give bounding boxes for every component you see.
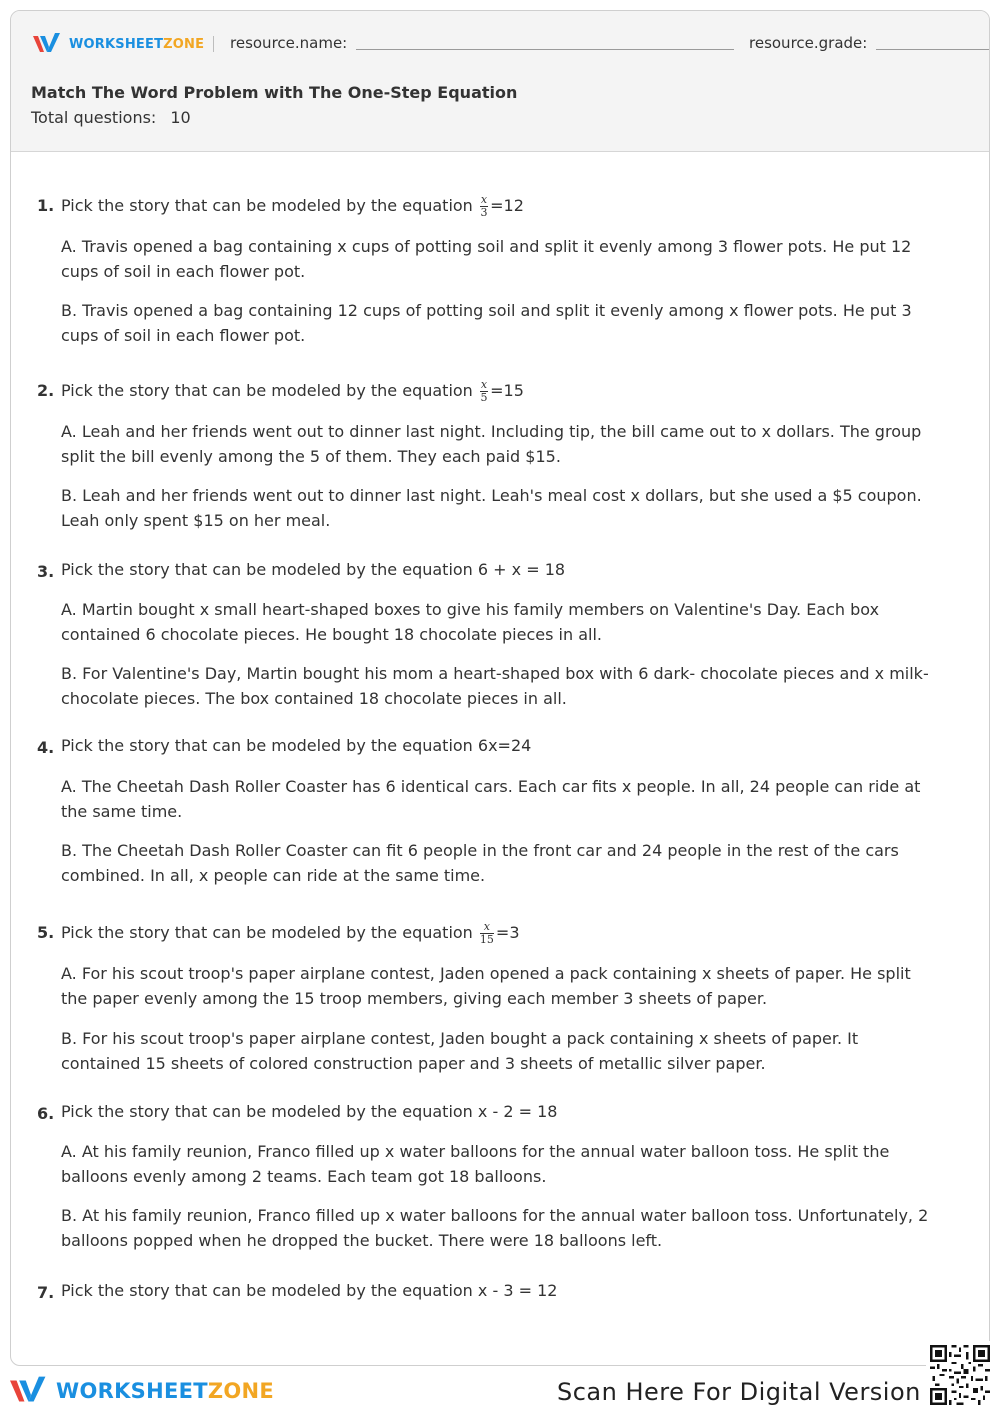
question-number: 1. (37, 196, 55, 215)
option-b[interactable]: B. The Cheetah Dash Roller Coaster can fit 6 people in the front car and 24 people in the rest of the cars combined. In all, x people can ride at the same time. (61, 841, 899, 885)
question-stem: Pick the story that can be modeled by the equation x - 3 = 12 (61, 1281, 558, 1300)
question-stem: Pick the story that can be modeled by the equation x - 2 = 18 (61, 1102, 558, 1121)
option-a[interactable]: A. Martin bought x small heart-shaped boxes to give his family members on Valentine's Day. Each box contained 6 chocolate pieces. He bought 18 chocolate pieces in all. (61, 600, 880, 644)
resource-name-label: resource.name: (230, 34, 348, 52)
worksheetzone-logo-icon (10, 1374, 52, 1408)
question-stem: Pick the story that can be modeled by the equation $\frac{x}{3}$ =12 (61, 193, 524, 219)
question-stem: Pick the story that can be modeled by the equation 6 + x = 18 (61, 560, 566, 579)
question-number: 4. (37, 738, 55, 757)
total-questions-label: Total questions: (31, 108, 157, 127)
question-stem: Pick the story that can be modeled by the equation 6x=24 (61, 736, 532, 755)
worksheet-title: Match The Word Problem with The One-Step Equation (31, 83, 518, 102)
worksheetzone-logo-icon (33, 33, 65, 55)
worksheet-page (10, 10, 990, 1366)
header-divider (213, 36, 214, 52)
fraction: $\frac{x}{5}$ (480, 378, 488, 404)
worksheet-header (11, 11, 989, 152)
option-b[interactable]: B. At his family reunion, Franco filled up x water balloons for the annual water balloon toss. Unfortunately, 2 balloons popped when he dropped the bucket. There were 18 balloons left. (61, 1206, 929, 1250)
option-b[interactable]: B. Leah and her friends went out to dinner last night. Leah's meal cost x dollars, but she used a $5 coupon. Leah only spent $15 on her meal. (61, 486, 922, 530)
brand-wordmark: WORKSHEETZONE (69, 36, 205, 52)
question-stem: Pick the story that can be modeled by the equation $\frac{x}{5}$ =15 (61, 378, 524, 404)
resource-name-field[interactable] (356, 49, 734, 50)
question-number: 2. (37, 381, 55, 400)
scan-digital-version-text: Scan Here For Digital Version (557, 1378, 921, 1406)
option-b[interactable]: B. For his scout troop's paper airplane contest, Jaden bought a pack containing x sheets of paper. It contained 15 sheets of colored construction paper and 3 sheets of metallic silver paper. (61, 1029, 859, 1073)
question-number: 5. (37, 923, 55, 942)
brand-logo (33, 33, 204, 55)
option-a[interactable]: A. At his family reunion, Franco filled up x water balloons for the annual water balloon toss. He split the balloons evenly among 2 teams. Each team got 18 balloons. (61, 1142, 890, 1186)
option-a[interactable]: A. For his scout troop's paper airplane contest, Jaden opened a pack containing x sheets of paper. He split the paper evenly among the 15 troop members, giving each member 3 sheets of paper. (61, 964, 911, 1008)
question-number: 7. (37, 1283, 55, 1302)
fraction: $\frac{x}{3}$ (480, 193, 488, 219)
footer-brand-wordmark: WORKSHEETZONE (56, 1379, 275, 1403)
question-number: 3. (37, 562, 55, 581)
question-stem: Pick the story that can be modeled by the equation $\frac{x}{15}$ =3 (61, 920, 520, 946)
question-number: 6. (37, 1104, 55, 1123)
qr-code-icon[interactable] (926, 1341, 994, 1409)
resource-grade-label: resource.grade: (749, 34, 868, 52)
option-b[interactable]: B. For Valentine's Day, Martin bought his mom a heart-shaped box with 6 dark- chocolate pieces and x milk-chocolate pieces. The box contained 18 chocolate pieces in all. (61, 664, 929, 708)
option-b[interactable]: B. Travis opened a bag containing 12 cups of potting soil and split it evenly among x flower pots. He put 3 cups of soil in each flower pot. (61, 301, 912, 345)
total-questions-count: 10 (170, 108, 191, 127)
option-a[interactable]: A. Travis opened a bag containing x cups of potting soil and split it evenly among 3 flower pots. He put 12 cups of soil in each flower pot. (61, 237, 912, 281)
option-a[interactable]: A. Leah and her friends went out to dinner last night. Including tip, the bill came out to x dollars. The group split the bill evenly among the 5 of them. They each paid $15. (61, 422, 922, 466)
fraction: $\frac{x}{15}$ (479, 920, 494, 946)
option-a[interactable]: A. The Cheetah Dash Roller Coaster has 6 identical cars. Each car fits x people. In all, 24 people can ride at the same time. (61, 777, 921, 821)
total-questions (31, 108, 191, 127)
footer-brand-logo (10, 1374, 274, 1408)
resource-grade-field[interactable] (876, 49, 990, 50)
